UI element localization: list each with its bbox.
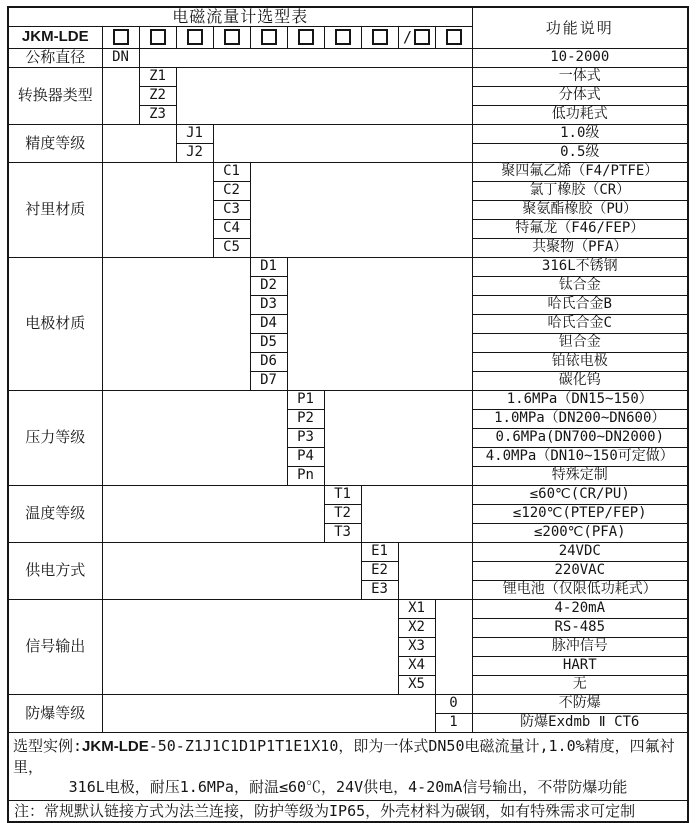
desc-cell: ≤60℃(CR/PU) bbox=[472, 485, 688, 504]
category-label-pressure-rating: 压力等级 bbox=[8, 390, 102, 485]
spacer-cell bbox=[398, 542, 472, 599]
checkbox-icon bbox=[298, 29, 314, 45]
code-cell: E1 bbox=[361, 542, 398, 561]
spacer-cell bbox=[102, 257, 250, 390]
model-code-cell-5 bbox=[250, 26, 287, 48]
code-cell: X5 bbox=[398, 675, 435, 694]
spacer-cell bbox=[139, 48, 472, 67]
code-cell: X3 bbox=[398, 637, 435, 656]
category-label-converter-type: 转换器类型 bbox=[8, 67, 102, 124]
spacer-cell bbox=[102, 124, 176, 162]
code-cell: D1 bbox=[250, 257, 287, 276]
desc-cell: 聚四氟乙烯（F4/PTFE） bbox=[472, 162, 688, 181]
spacer-cell bbox=[361, 485, 472, 542]
spacer-cell bbox=[102, 390, 287, 485]
desc-cell: 脉冲信号 bbox=[472, 637, 688, 656]
desc-cell: ≤200℃(PFA) bbox=[472, 523, 688, 542]
desc-cell: 10-2000 bbox=[472, 48, 688, 67]
desc-cell: 特殊定制 bbox=[472, 466, 688, 485]
model-code-cell-3 bbox=[176, 26, 213, 48]
code-cell: P2 bbox=[287, 409, 324, 428]
desc-cell: 1.6MPa（DN15~150） bbox=[472, 390, 688, 409]
model-code-cell-10 bbox=[435, 26, 472, 48]
code-cell: Z2 bbox=[139, 86, 176, 105]
desc-cell: 4.0MPa（DN10~150可定做） bbox=[472, 447, 688, 466]
model-code-cell-1 bbox=[102, 26, 139, 48]
model-code-cell-2 bbox=[139, 26, 176, 48]
code-cell: C5 bbox=[213, 238, 250, 257]
spacer-cell bbox=[250, 162, 472, 257]
desc-cell: 氯丁橡胶（CR） bbox=[472, 181, 688, 200]
category-label-lining-material: 衬里材质 bbox=[8, 162, 102, 257]
code-cell: P3 bbox=[287, 428, 324, 447]
checkbox-icon bbox=[335, 29, 351, 45]
code-cell: T1 bbox=[324, 485, 361, 504]
checkbox-icon bbox=[414, 29, 430, 45]
desc-cell: RS-485 bbox=[472, 618, 688, 637]
checkbox-icon bbox=[446, 29, 462, 45]
desc-cell: 哈氏合金B bbox=[472, 295, 688, 314]
desc-cell: 0.6MPa(DN700~DN2000) bbox=[472, 428, 688, 447]
checkbox-icon bbox=[150, 29, 166, 45]
example-model-code: JKM-LDE bbox=[82, 737, 149, 755]
example-line1 bbox=[13, 736, 683, 778]
desc-cell: 分体式 bbox=[472, 86, 688, 105]
code-cell: D6 bbox=[250, 352, 287, 371]
category-label-nominal-diameter: 公称直径 bbox=[8, 48, 102, 67]
spacer-cell bbox=[102, 694, 435, 732]
code-cell: C4 bbox=[213, 219, 250, 238]
code-cell: E2 bbox=[361, 561, 398, 580]
desc-cell: 哈氏合金C bbox=[472, 314, 688, 333]
desc-cell: 钽合金 bbox=[472, 333, 688, 352]
desc-cell: 共聚物（PFA） bbox=[472, 238, 688, 257]
desc-cell: 0.5级 bbox=[472, 143, 688, 162]
example-line2: 316L电极，耐压1.6MPa，耐温≤60℃，24V供电，4-20mA信号输出，不带防爆功能 bbox=[68, 778, 628, 797]
category-label-temperature-rating: 温度等级 bbox=[8, 485, 102, 542]
desc-cell: 1.0级 bbox=[472, 124, 688, 143]
checkbox-icon bbox=[261, 29, 277, 45]
code-cell: J2 bbox=[176, 143, 213, 162]
desc-cell: 特氟龙（F46/FEP） bbox=[472, 219, 688, 238]
code-cell: E3 bbox=[361, 580, 398, 599]
category-label-electrode-material: 电极材质 bbox=[8, 257, 102, 390]
desc-cell: HART bbox=[472, 656, 688, 675]
selection-table bbox=[7, 6, 689, 823]
desc-cell: 防爆Exdmb Ⅱ CT6 bbox=[472, 713, 688, 732]
desc-cell: 1.0MPa（DN200~DN600） bbox=[472, 409, 688, 428]
desc-cell: 316L不锈钢 bbox=[472, 257, 688, 276]
spacer-cell bbox=[287, 257, 472, 390]
footnote: 注：常规默认链接方式为法兰连接，防护等级为IP65，外壳材料为碳钢，如有特殊需求可定制 bbox=[8, 801, 688, 822]
spacer-cell bbox=[102, 162, 213, 257]
desc-cell: 不防爆 bbox=[472, 694, 688, 713]
model-code-cell-9 bbox=[398, 26, 435, 48]
desc-cell: 无 bbox=[472, 675, 688, 694]
desc-cell: 碳化钨 bbox=[472, 371, 688, 390]
code-cell: D5 bbox=[250, 333, 287, 352]
desc-cell: 钛合金 bbox=[472, 276, 688, 295]
checkbox-icon bbox=[187, 29, 203, 45]
code-cell: X2 bbox=[398, 618, 435, 637]
code-cell: C1 bbox=[213, 162, 250, 181]
code-cell: Z1 bbox=[139, 67, 176, 86]
model-code-cell-7 bbox=[324, 26, 361, 48]
spacer-cell bbox=[102, 485, 324, 542]
checkbox-icon bbox=[224, 29, 240, 45]
checkbox-icon bbox=[113, 29, 129, 45]
desc-cell: ≤120℃(PTEP/FEP) bbox=[472, 504, 688, 523]
desc-cell: 铂铱电极 bbox=[472, 352, 688, 371]
spacer-cell bbox=[213, 124, 472, 162]
example-prefix: 选型实例: bbox=[13, 736, 83, 755]
model-code-cell-6 bbox=[287, 26, 324, 48]
category-label-signal-output: 信号输出 bbox=[8, 599, 102, 694]
spacer-cell bbox=[176, 67, 472, 124]
model-prefix: JKM-LDE bbox=[8, 26, 102, 48]
code-cell: X1 bbox=[398, 599, 435, 618]
page-title: 电磁流量计选型表 bbox=[8, 7, 472, 26]
model-code-cell-4 bbox=[213, 26, 250, 48]
desc-cell: 锂电池（仅限低功耗式） bbox=[472, 580, 688, 599]
desc-cell: 低功耗式 bbox=[472, 105, 688, 124]
desc-cell: 24VDC bbox=[472, 542, 688, 561]
desc-cell: 聚氨酯橡胶（PU） bbox=[472, 200, 688, 219]
code-cell: D2 bbox=[250, 276, 287, 295]
spacer-cell bbox=[102, 67, 139, 124]
code-cell: Z3 bbox=[139, 105, 176, 124]
code-cell: P4 bbox=[287, 447, 324, 466]
selection-example bbox=[8, 732, 688, 801]
code-cell: 0 bbox=[435, 694, 472, 713]
code-cell: D4 bbox=[250, 314, 287, 333]
checkbox-icon bbox=[372, 29, 388, 45]
code-cell: T3 bbox=[324, 523, 361, 542]
spacer-cell bbox=[324, 390, 472, 485]
slash-separator: / bbox=[402, 27, 413, 46]
code-cell: T2 bbox=[324, 504, 361, 523]
desc-cell: 220VAC bbox=[472, 561, 688, 580]
example-line1-rest: -50-Z1J1C1D1P1T1E1X10，即为一体式DN50电磁流量计,1.0%精度，四氟衬里， bbox=[13, 736, 675, 776]
code-cell: D3 bbox=[250, 295, 287, 314]
desc-cell: 4-20mA bbox=[472, 599, 688, 618]
category-label-power-supply: 供电方式 bbox=[8, 542, 102, 599]
desc-cell: 一体式 bbox=[472, 67, 688, 86]
code-cell: J1 bbox=[176, 124, 213, 143]
spacer-cell bbox=[102, 542, 361, 599]
code-cell: C3 bbox=[213, 200, 250, 219]
spacer-cell bbox=[102, 599, 398, 694]
code-cell: DN bbox=[102, 48, 139, 67]
model-code-cell-8 bbox=[361, 26, 398, 48]
category-label-accuracy-class: 精度等级 bbox=[8, 124, 102, 162]
spacer-cell bbox=[435, 599, 472, 694]
code-cell: C2 bbox=[213, 181, 250, 200]
code-cell: D7 bbox=[250, 371, 287, 390]
code-cell: X4 bbox=[398, 656, 435, 675]
function-description-header: 功能说明 bbox=[472, 7, 688, 48]
category-label-explosion-proof: 防爆等级 bbox=[8, 694, 102, 732]
code-cell: 1 bbox=[435, 713, 472, 732]
code-cell: P1 bbox=[287, 390, 324, 409]
code-cell: Pn bbox=[287, 466, 324, 485]
